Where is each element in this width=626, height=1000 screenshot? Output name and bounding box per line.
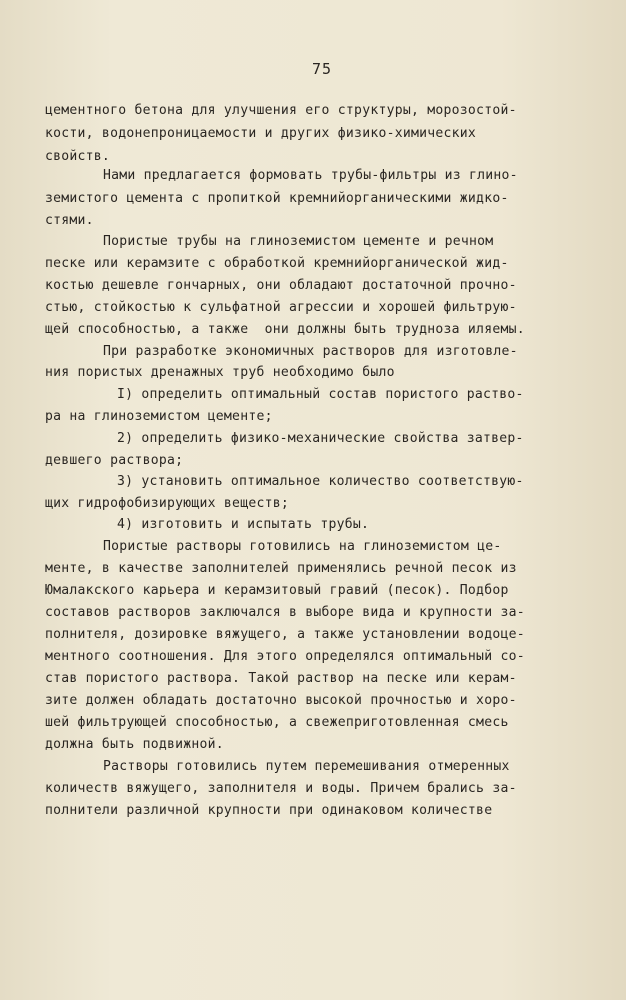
text-line: Растворы готовились путем перемешивания отмеренных <box>103 759 510 774</box>
text-line: При разработке экономичных растворов для изготовле- <box>103 344 518 359</box>
text-line: ния пористых дренажных труб необходимо было <box>45 365 395 380</box>
text-line: Пористые трубы на глиноземистом цементе и речном <box>103 234 494 249</box>
text-line: полнители различной крупности при одинаковом количестве <box>45 803 493 818</box>
text-line: зите должен обладать достаточно высокой прочностью и хоро- <box>45 693 517 708</box>
text-line: кости, водонепроницаемости и других физико-химических <box>45 126 477 141</box>
text-line: свойств. <box>45 149 111 164</box>
text-line: земистого цемента с пропиткой кремнийорганическими жидко- <box>45 191 509 206</box>
text-line: 2) определить физико-механические свойства затвер- <box>117 431 524 446</box>
text-line: составов растворов заключался в выборе вида и крупности за- <box>45 605 525 620</box>
text-line: 4) изготовить и испытать трубы. <box>117 517 370 532</box>
text-line: песке или керамзите с обработкой кремнийорганической жид- <box>45 256 509 271</box>
page-number: 75 <box>311 60 333 78</box>
text-line: I) определить оптимальный состав пористого раство- <box>117 387 524 402</box>
text-line: став пористого раствора. Такой раствор на песке или керам- <box>45 671 517 686</box>
text-line: костью дешевле гончарных, они обладают достаточной прочно- <box>45 278 517 293</box>
text-line: стью, стойкостью к сульфатной агрессии и хорошей фильтрую- <box>45 300 517 315</box>
text-line: Нами предлагается формовать трубы-фильтры из глино- <box>103 168 518 183</box>
text-line: должна быть подвижной. <box>45 737 224 752</box>
text-line: стями. <box>45 213 94 228</box>
text-line: ра на глиноземистом цементе; <box>45 409 273 424</box>
text-line: щих гидрофобизирующих веществ; <box>45 496 289 511</box>
text-line: 3) установить оптимальное количество соответствую- <box>117 474 524 489</box>
text-line: полнителя, дозировке вяжущего, а также установлении водоце- <box>45 627 525 642</box>
text-line: Пористые растворы готовились на глиноземистом це- <box>103 539 502 554</box>
text-line: цементного бетона для улучшения его структуры, морозостой- <box>45 103 517 118</box>
text-line: шей фильтрующей способностью, а свежеприготовленная смесь <box>45 715 509 730</box>
text-line: Юмалакского карьера и керамзитовый гравий (песок). Подбор <box>45 583 509 598</box>
text-line: количеств вяжущего, заполнителя и воды. Причем брались за- <box>45 781 517 796</box>
text-line: менте, в качестве заполнителей применялись речной песок из <box>45 561 517 576</box>
text-line: ментного соотношения. Для этого определялся оптимальный со- <box>45 649 525 664</box>
text-line: девшего раствора; <box>45 453 184 468</box>
text-line: щей способностью, а также они должны быть трудноза иляемы. <box>45 322 525 337</box>
